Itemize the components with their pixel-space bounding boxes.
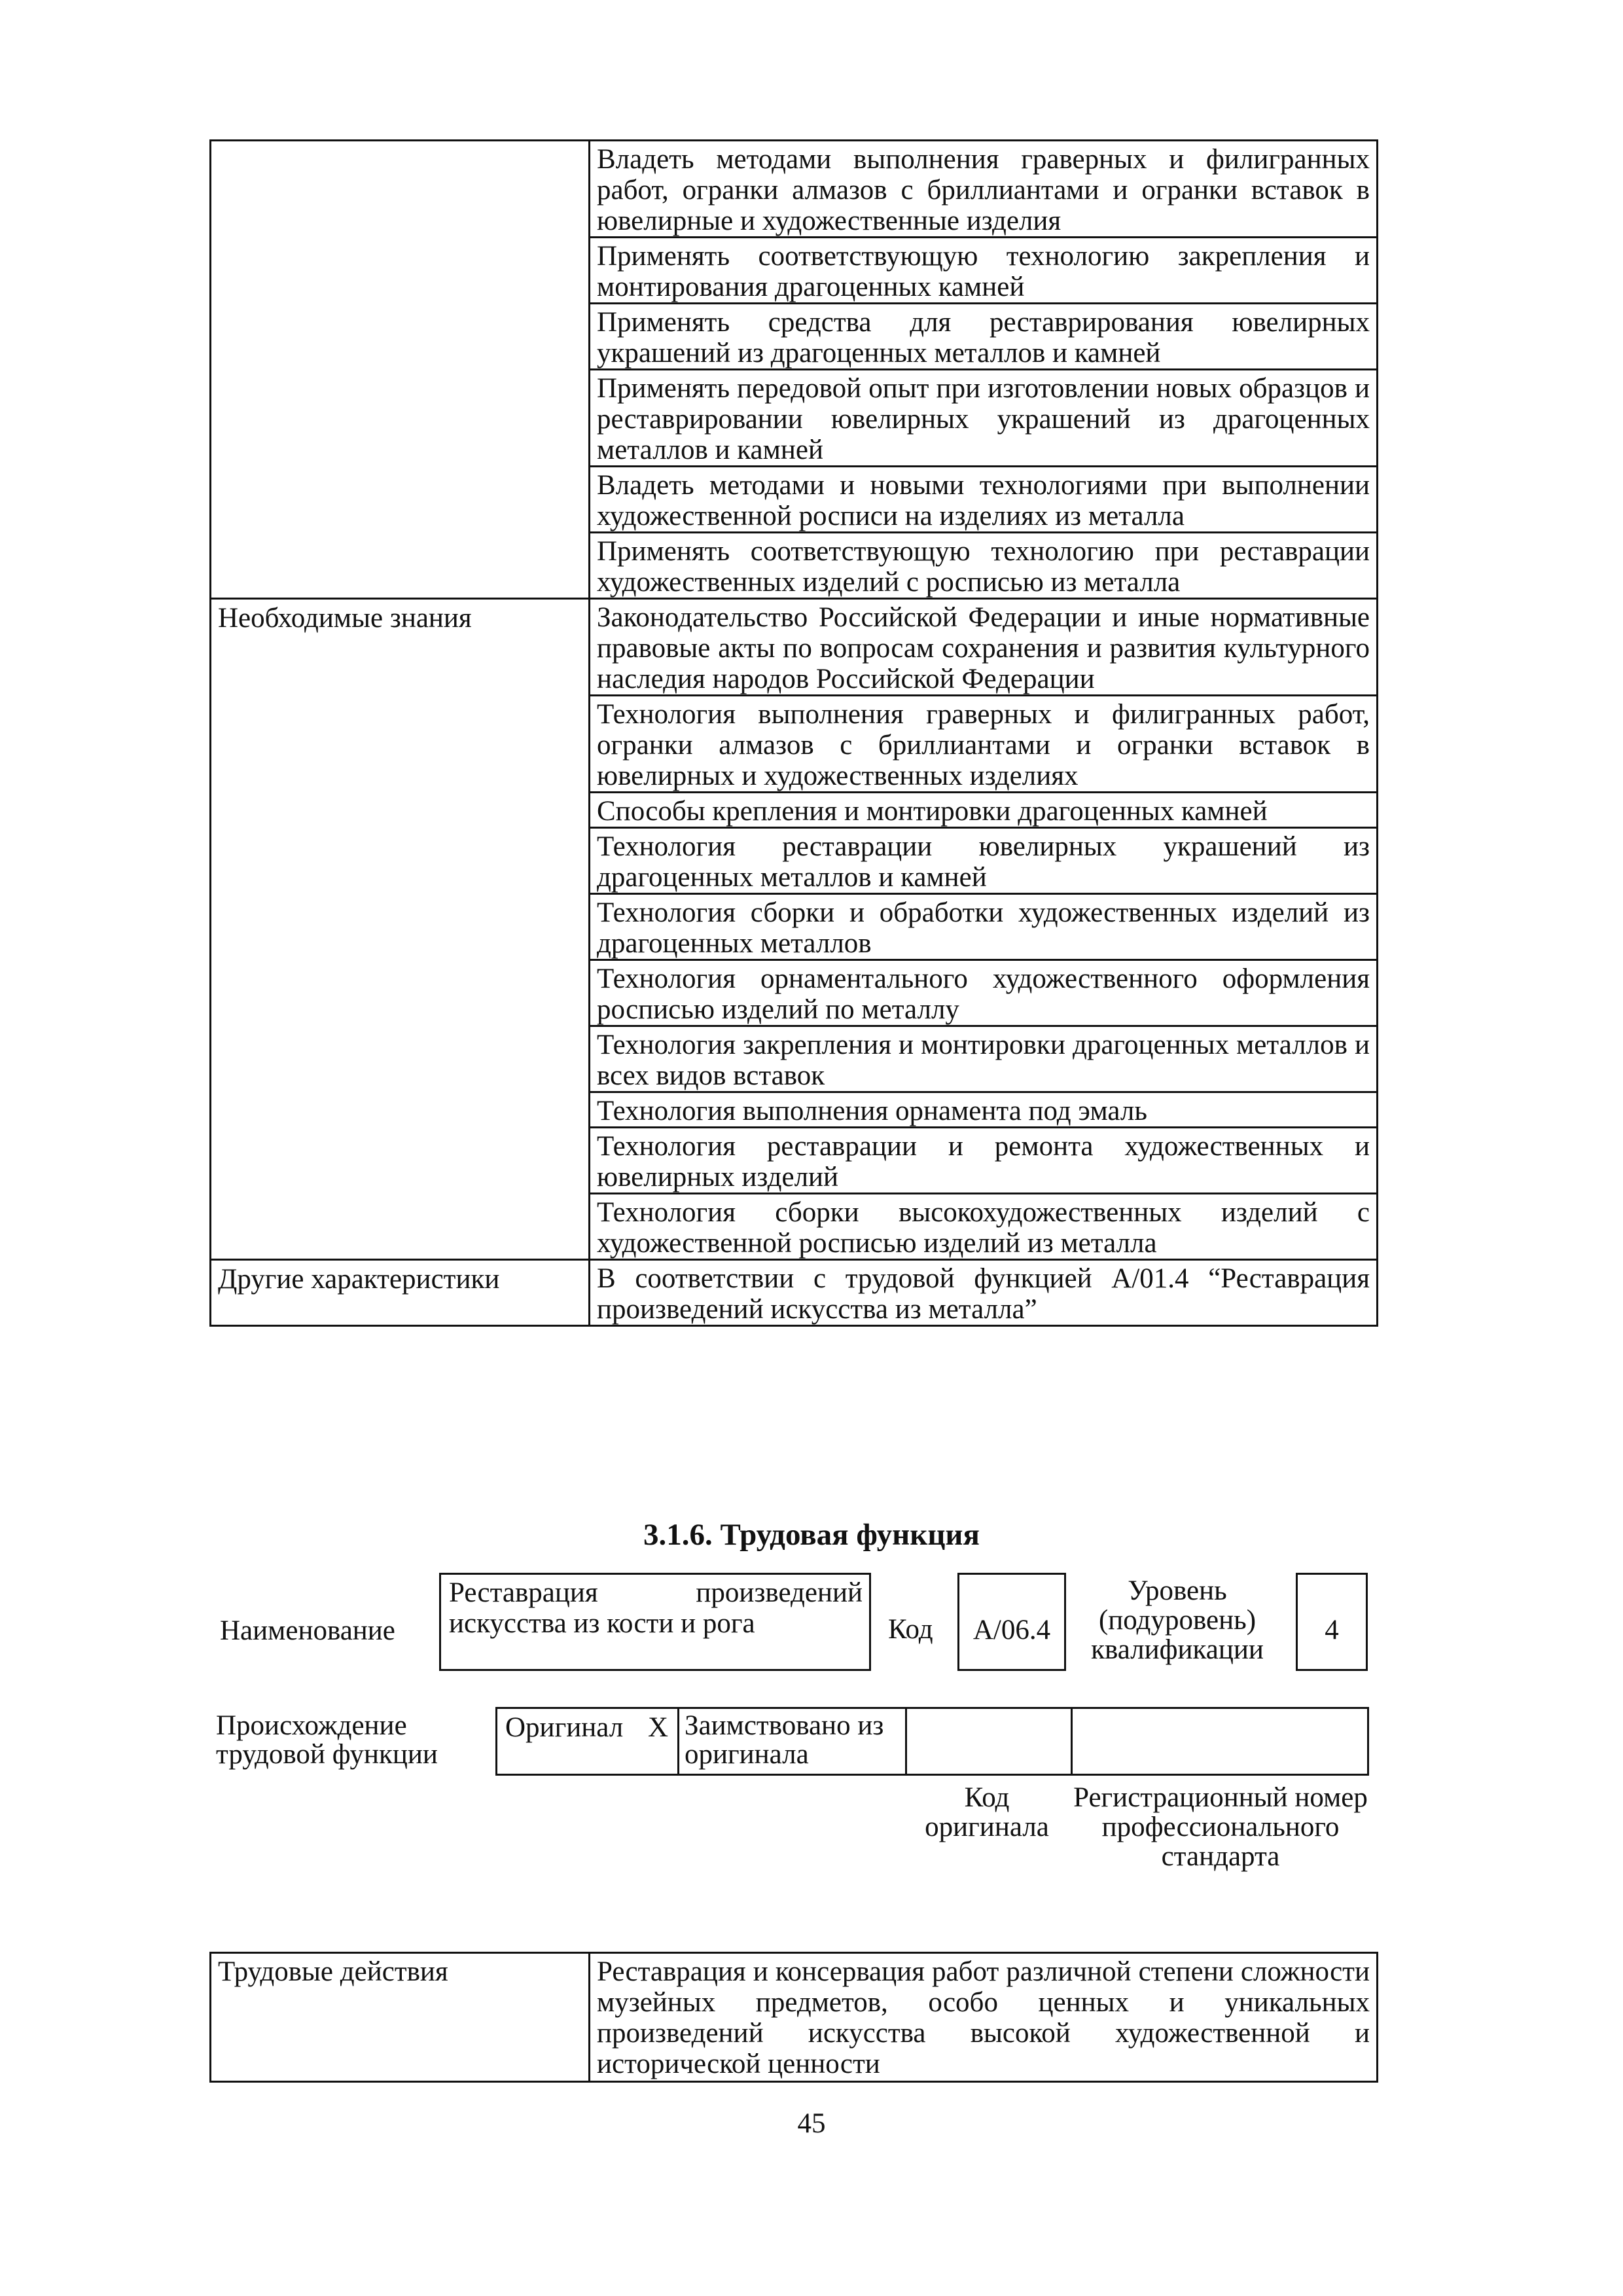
level-value-box [1296,1573,1368,1671]
origin-original-label: Оригинал [505,1712,624,1743]
knowledge-row: Технология реставрации и ремонта художественных и ювелирных изделий [590,1128,1378,1194]
origin-borrowed-label: Заимствовано из оригинала [685,1710,884,1770]
code-value: А/06.4 [972,1615,1051,1645]
knowledge-label: Необходимые знания [211,599,590,696]
skill-row: Применять соответствующую технологию закрепления и монтирования драгоценных камней [590,238,1378,304]
actions-value: Реставрация и консервация работ различной степени сложности музейных предметов, особо ценных и уникальных произведений искусства высокой художественной и исторической ценности [590,1953,1378,2082]
origin-code-cell [907,1709,1073,1774]
section-heading: 3.1.6. Трудовая функция [643,1518,980,1552]
other-value: В соответствии с трудовой функцией А/01.4 “Реставрация произведений искусства из металла” [590,1260,1378,1326]
origin-reg-cell [1073,1709,1367,1774]
origin-code-caption: Код оригинала [925,1782,1049,1842]
origin-reg-caption: Регистрационный номер профессионального стандарта [1073,1782,1368,1872]
level-value: 4 [1325,1615,1339,1645]
knowledge-row: Технология сборки высокохудожественных изделий с художественной росписью изделий из металла [590,1194,1378,1260]
origin-row [495,1707,1369,1776]
skill-row: Применять соответствующую технологию при реставрации художественных изделий с росписью из металла [590,533,1378,599]
origin-original-cell [497,1709,679,1774]
name-label: Наименование [220,1615,395,1646]
origin-original-mark: X [648,1712,669,1743]
actions-label: Трудовые действия [211,1953,590,2082]
knowledge-row: Технология орнаментального художественного оформления росписью изделий по металлу [590,960,1378,1026]
code-label: Код [888,1614,933,1645]
skill-row: Владеть методами и новыми технологиями при выполнении художественной росписи на изделиях из металла [590,467,1378,533]
knowledge-row: Технология выполнения орнамента под эмаль [590,1092,1378,1128]
labor-actions-table [209,1952,1378,2083]
name-value-box [439,1573,871,1671]
knowledge-row: Технология выполнения граверных и филигранных работ, огранки алмазов с бриллиантами и огранки вставок в ювелирных и художественных изделиях [590,696,1378,793]
knowledge-row: Технология закрепления и монтировки драгоценных металлов и всех видов вставок [590,1026,1378,1092]
origin-label: Происхождение трудовой функции [216,1710,438,1770]
knowledge-row: Технология реставрации ювелирных украшений из драгоценных металлов и камней [590,828,1378,894]
skill-row: Применять средства для реставрирования ювелирных украшений из драгоценных металлов и камней [590,304,1378,370]
knowledge-row: Способы крепления и монтировки драгоценных камней [590,793,1378,828]
skill-row: Владеть методами выполнения граверных и филигранных работ, огранки алмазов с бриллиантами и огранки вставок в ювелирные и художественные изделия [590,141,1378,238]
level-label: Уровень (подуровень) квалификации [1091,1575,1264,1665]
knowledge-row: Законодательство Российской Федерации и иные нормативные правовые акты по вопросам сохранения и развития культурного наследия народов Российской Федерации [590,599,1378,696]
code-value-box [957,1573,1066,1671]
knowledge-row: Технология сборки и обработки художественных изделий из драгоценных металлов [590,894,1378,960]
page-number: 45 [797,2108,826,2139]
skill-row: Применять передовой опыт при изготовлении новых образцов и реставрировании ювелирных украшений из драгоценных металлов и камней [590,370,1378,467]
other-label: Другие характеристики [211,1260,590,1326]
competency-table [209,139,1378,1327]
origin-borrowed-cell [679,1709,907,1774]
name-value: Реставрация произведений искусства из кости и рога [449,1577,863,1639]
skills-label-cell [211,141,590,238]
